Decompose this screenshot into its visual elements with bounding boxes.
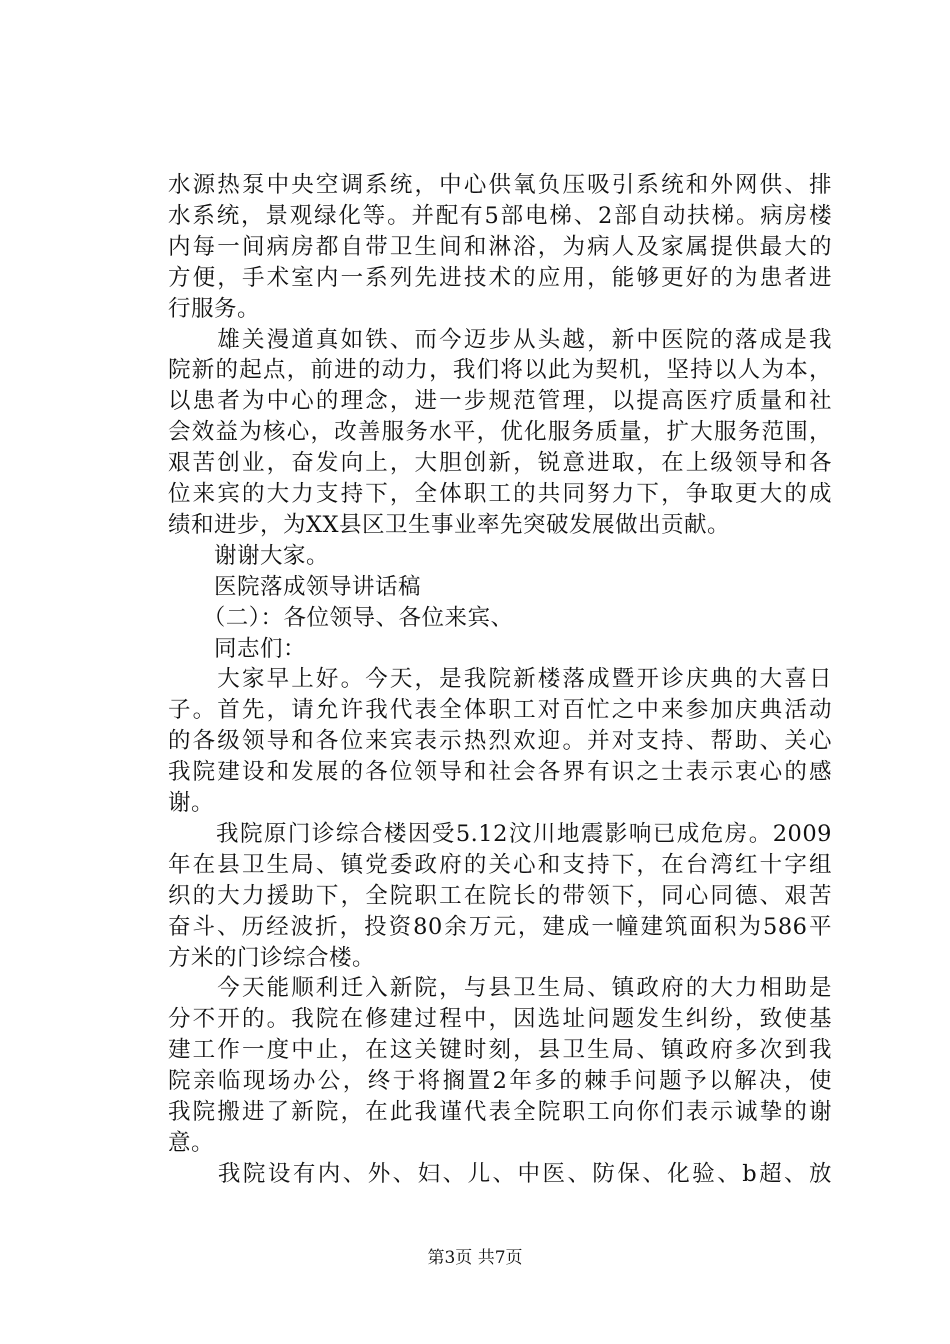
text-line: 今天能顺利迁入新院，与县卫生局、镇政府的大力相助是 [168,975,832,1002]
text-line: 谢谢大家。 [168,542,330,569]
text-line: 院亲临现场办公，终于将搁置2年多的棘手问题予以解决，使 [168,1068,832,1095]
text-line: 水源热泵中央空调系统，中心供氧负压吸引系统和外网供、排 [168,172,832,198]
text-line: 谢。 [168,790,215,816]
text-line: （二）：各位领导、各位来宾、 [168,604,514,631]
text-line: 分不开的。我院在修建过程中，因选址问题发生纠纷，致使基 [168,1006,832,1033]
text-line: 方便，手术室内一系列先进技术的应用，能够更好的为患者进 [168,264,832,291]
text-line: 雄关漫道真如铁、而今迈步从头越，新中医院的落成是我 [168,326,832,353]
text-line: 子。首先，请允许我代表全体职工对百忙之中来参加庆典活动 [168,697,832,724]
text-line: 意。 [168,1129,215,1156]
text-line: 织的大力援助下，全院职工在院长的带领下，同心同德、艰苦 [168,882,832,909]
text-line: 院新的起点，前进的动力，我们将以此为契机，坚持以人为本， [168,357,832,384]
text-line: 以患者为中心的理念，进一步规范管理，以提高医疗质量和社 [168,388,832,415]
text-line: 水系统，景观绿化等。并配有5部电梯、2部自动扶梯。病房楼 [168,202,832,229]
text-line: 内每一间病房都自带卫生间和淋浴，为病人及家属提供最大的 [168,233,832,260]
text-line: 我院设有内、外、妇、儿、中医、防保、化验、b超、放 [168,1160,832,1187]
text-line: 的各级领导和各位来宾表示热烈欢迎。并对支持、帮助、关心 [168,728,832,755]
text-line: 年在县卫生局、镇党委政府的关心和支持下，在台湾红十字组 [168,851,832,878]
text-line: 我院建设和发展的各位领导和社会各界有识之士表示衷心的感 [168,759,832,786]
section-heading: 医院落成领导讲话稿 [168,573,422,600]
text-line: 会效益为核心，改善服务水平，优化服务质量，扩大服务范围， [168,419,832,446]
text-line: 我院原门诊综合楼因受5.12汶川地震影响已成危房。2009 [168,820,832,847]
text-line: 我院搬进了新院，在此我谨代表全院职工向你们表示诚挚的谢 [168,1099,832,1125]
text-line: 同志们： [168,635,307,662]
page-footer [0,1247,950,1269]
text-line: 大家早上好。今天，是我院新楼落成暨开诊庆典的大喜日 [168,666,832,693]
text-line: 建工作一度中止，在这关键时刻，县卫生局、镇政府多次到我 [168,1037,832,1064]
text-line: 奋斗、历经波折，投资80余万元，建成一幢建筑面积为586平 [168,913,832,940]
text-line: 方米的门诊综合楼。 [168,944,376,971]
text-line: 绩和进步，为XX县区卫生事业率先突破发展做出贡献。 [168,511,731,538]
page-number: 第3页 共7页 [427,1248,523,1268]
text-line: 艰苦创业，奋发向上，大胆创新，锐意进取，在上级领导和各 [168,450,832,477]
text-line: 位来宾的大力支持下，全体职工的共同努力下，争取更大的成 [168,481,832,507]
text-line: 行服务。 [168,295,261,322]
